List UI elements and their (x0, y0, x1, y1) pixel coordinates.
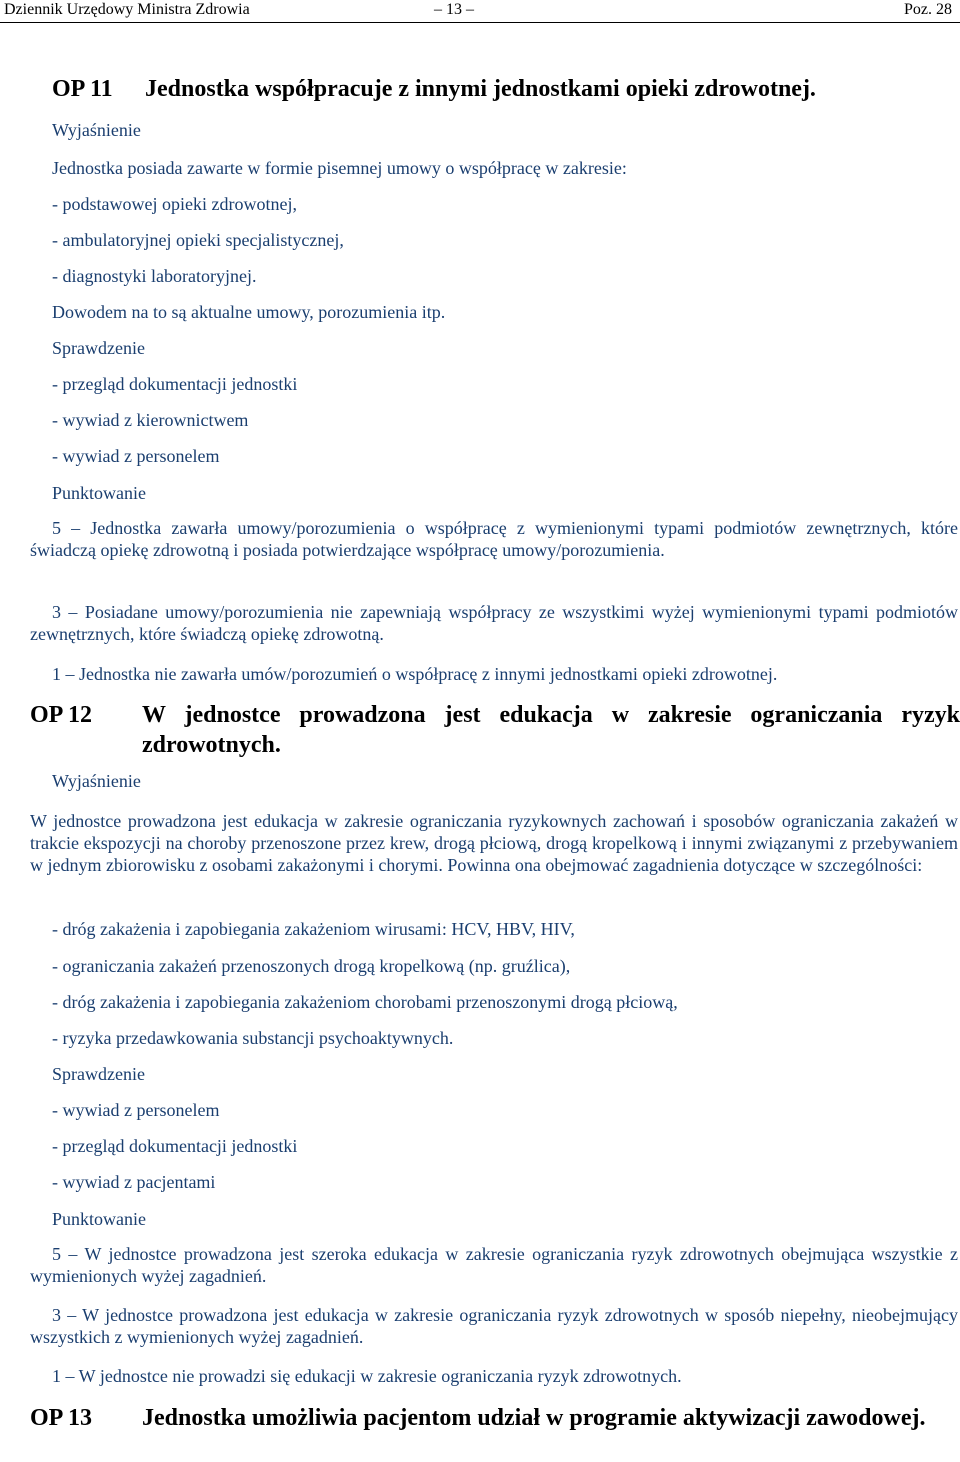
op11-scoring-label: Punktowanie (52, 483, 146, 503)
op11-item: - podstawowej opieki zdrowotnej, (52, 194, 297, 214)
op12-intro: W jednostce prowadzona jest edukacja w zakresie ograniczania ryzykownych zachowań i sposobów ograniczania zakażeń w trakcie ekspozycji na choroby przenoszone przez krew, drogą płciową, drogą kropelkową i innymi związanymi z przebywaniem w jednym zbiorowisku z osobami zakażonymi i chorymi. Powinna ona obejmować zagadnienia dotyczące w szczególności: (30, 811, 958, 875)
op11-explanation-label: Wyjaśnienie (52, 120, 141, 140)
op13-title: Jednostka umożliwia pacjentom udział w programie aktywizacji zawodowej. (142, 1405, 926, 1431)
op12-item: - dróg zakażenia i zapobiegania zakażeniom wirusami: HCV, HBV, HIV, (52, 919, 575, 939)
op12-item: - dróg zakażenia i zapobiegania zakażeniom chorobami przenoszonymi drogą płciową, (52, 992, 678, 1012)
op12-check-item: - wywiad z personelem (52, 1100, 220, 1120)
op11-check-item: - wywiad z kierownictwem (52, 410, 249, 430)
op12-number: OP 12 (30, 702, 93, 728)
op11-score-3: 3 – Posiadane umowy/porozumienia nie zapewniają współpracy ze wszystkimi wyżej wymienionymi typami podmiotów zewnętrznych, które świadczą opiekę zdrowotną. (30, 602, 958, 644)
op12-score-1: 1 – W jednostce nie prowadzi się edukacji w zakresie ograniczania ryzyk zdrowotnych. (52, 1366, 682, 1386)
op12-explanation-label: Wyjaśnienie (52, 771, 141, 791)
op11-proof: Dowodem na to są aktualne umowy, porozumienia itp. (52, 302, 446, 322)
op11-title: Jednostka współpracuje z innymi jednostkami opieki zdrowotnej. (145, 76, 816, 102)
op11-item: - ambulatoryjnej opieki specjalistycznej, (52, 230, 344, 250)
op12-score-3: 3 – W jednostce prowadzona jest edukacja w zakresie ograniczania ryzyk zdrowotnych w sposób niepełny, nieobejmujący wszystkich z wymienionych wyżej zagadnień. (30, 1305, 958, 1347)
op12-scoring-label: Punktowanie (52, 1209, 146, 1229)
op12-item: - ograniczania zakażeń przenoszonych drogą kropelkową (np. gruźlica), (52, 956, 571, 976)
op11-check-item: - przegląd dokumentacji jednostki (52, 374, 298, 394)
op11-number: OP 11 (52, 76, 113, 102)
op11-check-item: - wywiad z personelem (52, 446, 220, 466)
header-position: Poz. 28 (904, 1, 952, 18)
header-rule (0, 22, 960, 23)
op11-score-1: 1 – Jednostka nie zawarła umów/porozumień o współpracę z innymi jednostkami opieki zdrowotnej. (52, 664, 778, 684)
op12-check-label: Sprawdzenie (52, 1064, 145, 1084)
op12-item: - ryzyka przedawkowania substancji psychoaktywnych. (52, 1028, 454, 1048)
op11-check-label: Sprawdzenie (52, 338, 145, 358)
op13-number: OP 13 (30, 1405, 93, 1431)
header-publication: Dziennik Urzędowy Ministra Zdrowia (4, 1, 250, 18)
op11-score-5: 5 – Jednostka zawarła umowy/porozumienia o współpracę z wymienionymi typami podmiotów zewnętrznych, które świadczą opiekę zdrowotną i posiada potwierdzające współpracę umowy/porozumienia. (30, 518, 958, 560)
header-page-number: – 13 – (434, 1, 474, 18)
op12-score-5: 5 – W jednostce prowadzona jest szeroka edukacja w zakresie ograniczania ryzyk zdrowotnych obejmująca wszystkie z wymienionych wyżej zagadnień. (30, 1244, 958, 1286)
op12-title: W jednostce prowadzona jest edukacja w zakresie ograniczania ryzyk zdrowotnych. (142, 702, 960, 758)
op11-intro: Jednostka posiada zawarte w formie pisemnej umowy o współpracę w zakresie: (52, 158, 627, 178)
op11-item: - diagnostyki laboratoryjnej. (52, 266, 257, 286)
op12-check-item: - przegląd dokumentacji jednostki (52, 1136, 298, 1156)
op12-check-item: - wywiad z pacjentami (52, 1172, 216, 1192)
